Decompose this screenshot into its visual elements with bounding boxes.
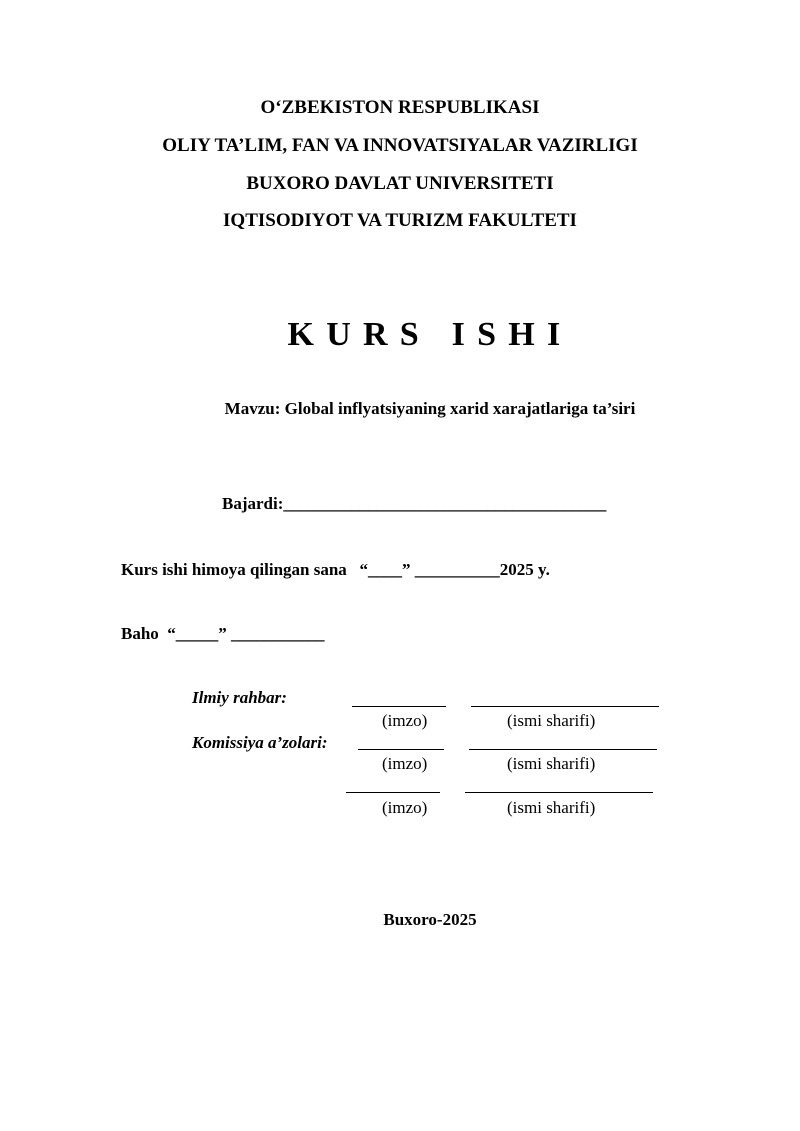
performer-line: Bajardi:______________________________________ <box>222 494 607 513</box>
supervisor-sign-caption: (imzo) <box>382 711 428 730</box>
defense-date-line: Kurs ishi himoya qilingan sana “____” __________2025 y. <box>121 560 550 579</box>
document-title: KURS ISHI <box>287 316 573 353</box>
commission-name-caption-1: (ismi sharifi) <box>507 754 596 773</box>
commission-sign-caption-1: (imzo) <box>382 754 428 773</box>
ministry-country: O‘ZBEKISTON RESPUBLIKASI <box>260 97 540 118</box>
topic-line: Mavzu: Global inflyatsiyaning xarid xarajatlariga ta’siri <box>224 399 636 418</box>
commission-signature-line-2 <box>346 792 440 793</box>
university-name: BUXORO DAVLAT UNIVERSITETI <box>246 173 554 194</box>
commission-sign-caption-2: (imzo) <box>382 798 428 817</box>
city-year: Buxoro-2025 <box>383 910 477 929</box>
supervisor-signature-line <box>352 706 446 707</box>
commission-name-line-1 <box>469 749 657 750</box>
supervisor-name-line <box>471 706 659 707</box>
grade-line: Baho “_____” ___________ <box>121 624 325 643</box>
supervisor-label: Ilmiy rahbar: <box>192 688 287 707</box>
supervisor-name-caption: (ismi sharifi) <box>507 711 596 730</box>
ministry-name: OLIY TA’LIM, FAN VA INNOVATSIYALAR VAZIRLIGI <box>162 135 638 156</box>
commission-name-line-2 <box>465 792 653 793</box>
commission-signature-line-1 <box>358 749 444 750</box>
commission-name-caption-2: (ismi sharifi) <box>507 798 596 817</box>
faculty-name: IQTISODIYOT VA TURIZM FAKULTETI <box>223 210 577 231</box>
commission-label: Komissiya a’zolari: <box>192 733 328 752</box>
